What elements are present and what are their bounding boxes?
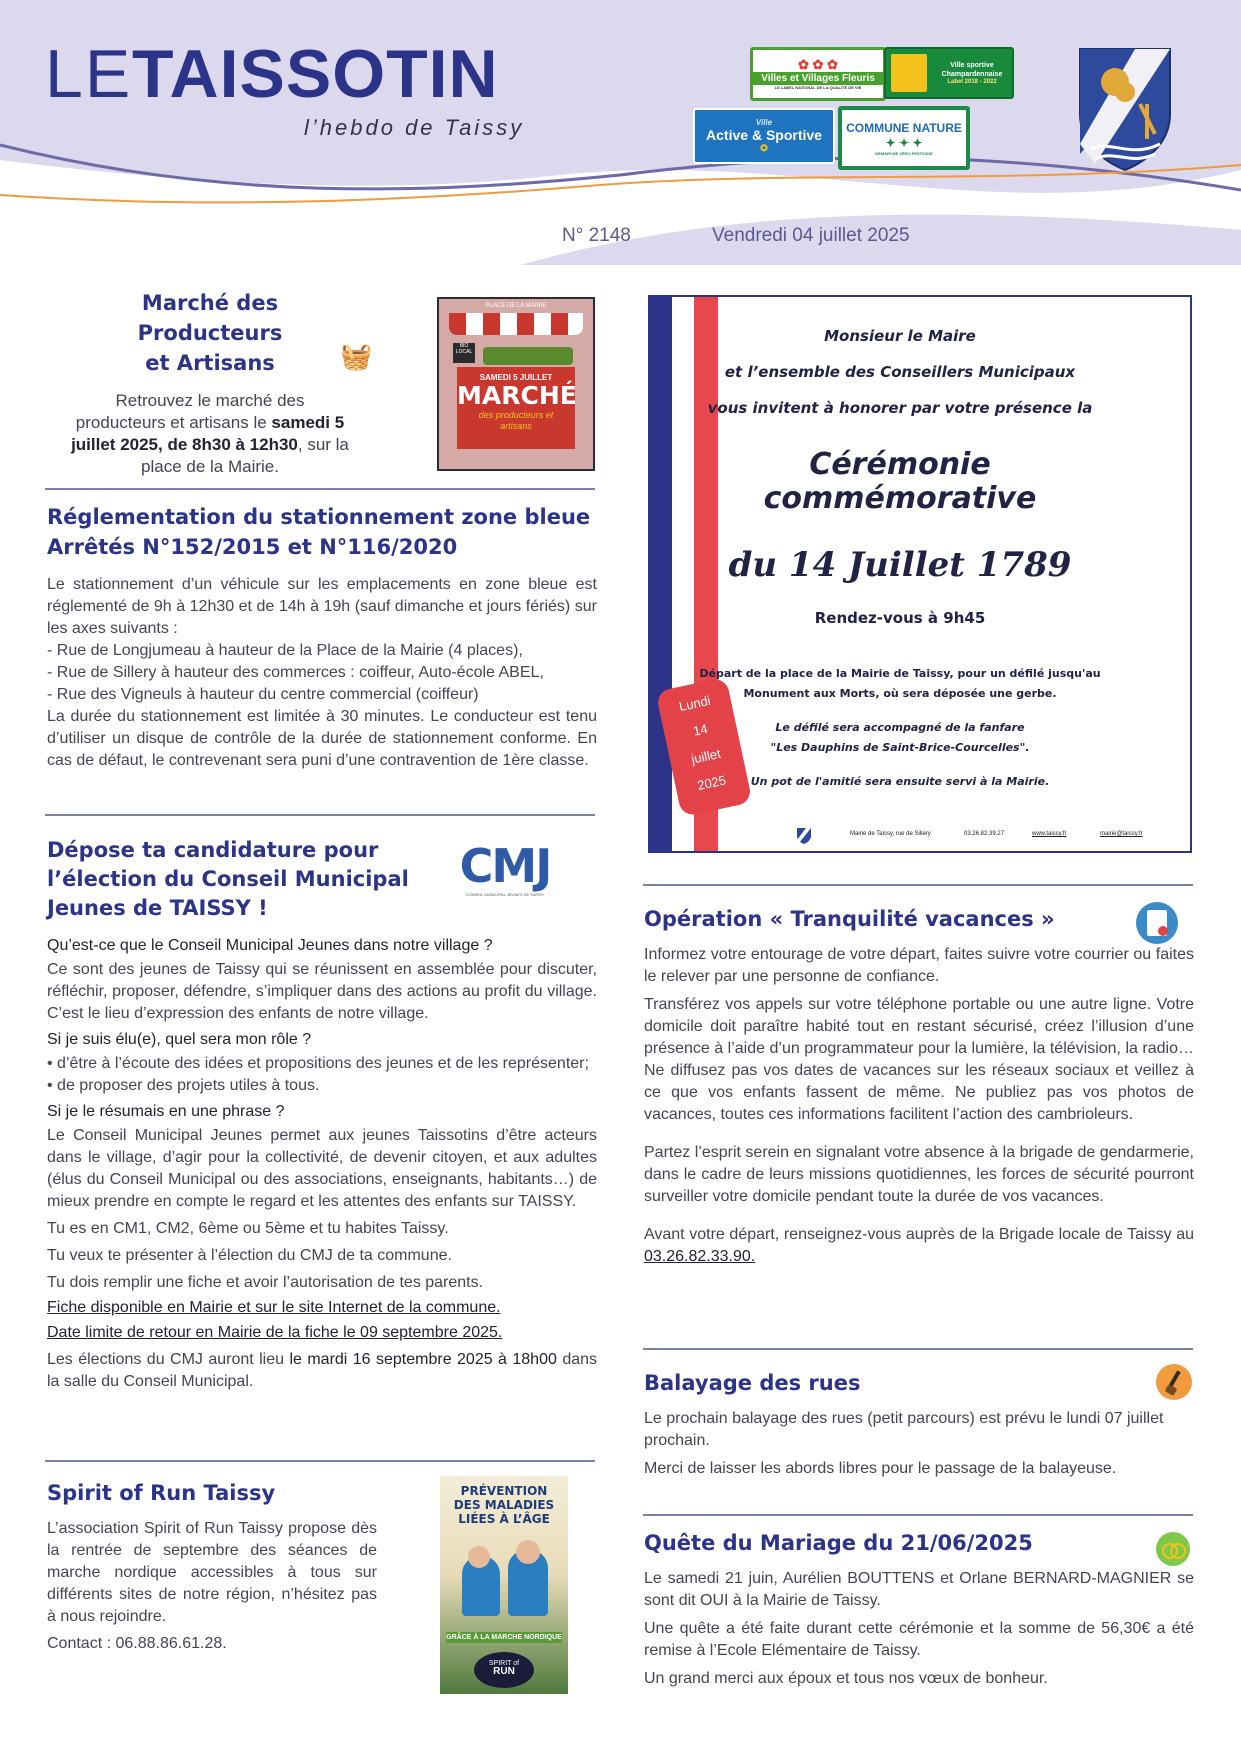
masthead-subtitle: l’hebdo de Taissy (304, 115, 525, 140)
ceremony-invitation: Monsieur le Maire et l’ensemble des Conseillers Municipaux vous invitent à honorer par votre présence la Cérémonie commémorative du 14 Juillet 1789 Rendez-vous à 9h45 Départ de la place de la Mairie de Taissy, pour un défilé jusqu'au Monument aux Morts, où sera déposée une gerbe. Le défilé sera accompagné de la fanfare "Les Dauphins de Saint-Brice-Courcelles". Un pot de l'amitié sera ensuite servi à la Mairie. Lundi 14 juillet 2025 Mairie de Taissy, rue de Sillery 03.26.82.39.27 www.taissy.fr mairie@taissy.fr (648, 295, 1192, 853)
masthead-title: TAISSOTIN (132, 36, 499, 112)
stationnement-title-line2: Arrêtés N°152/2015 et N°116/2020 (47, 535, 458, 559)
divider (643, 884, 1193, 886)
marche-title-line2: et Artisans (145, 351, 275, 375)
laurel-icon: ✪ (760, 143, 768, 153)
wedding-rings-icon (1156, 1532, 1190, 1566)
market-stall-graphic: SAMEDI 5 JUILLET MARCHÉ des producteurs et artisans (457, 367, 575, 449)
ville-sportive-badge: Ville sportive Champardennaise Label 2018 - 2022 (884, 47, 1014, 99)
marche-section (70, 288, 350, 478)
divider (45, 1460, 595, 1462)
date-tag: Lundi 14 juillet 2025 (655, 677, 752, 817)
spirit-section: Spirit of Run Taissy L’association Spirit of Run Taissy propose dès la rentrée de septembre des séances de marche nordique accessibles à tous sur différents sites de notre région, n’hésitez pas à nous rejoindre. Contact : 06.88.86.61.28. (47, 1481, 377, 1652)
flowers-icon: ✿ ✿ ✿ (798, 57, 838, 72)
tranquilite-section: Opération « Tranquilité vacances » Informez votre entourage de votre départ, faites suivre votre courrier ou faites le relever par une personne de confiance. Transférez vos appels sur votre téléphone portable ou une autre ligne. Votre domicile doit paraître habité tout en restant sécurisé, créez l’illusion d’une présence à l’aide d’un programmateur pour la lumière, la télévision, la radio… Ne diffusez pas vos dates de vacances sur les réseaux sociaux et veillez à ce que vos enfants fassent de même. Ne publiez pas vos photos de vacances, toutes ces informations facilitent l’action des cambrioleurs. Partez l’esprit serein en signalant votre absence à la brigade de gendarmerie, dans le cadre de leurs missions quotidiennes, les forces de sécurité pourront surveiller votre domicile pendant toute la durée de vos vacances. Avant votre départ, renseignez-vous auprès de la Brigade locale de Taissy au 03.26.82.33.90. (644, 907, 1194, 1265)
awning-graphic (449, 313, 583, 335)
commune-nature-badge: COMMUNE NATURE ✦ ✦ ✦ DÉMARCHE ZÉRO PESTICIDE (838, 106, 970, 170)
marche-poster: PLACE DE LA MAIRIE BIO LOCAL SAMEDI 5 JUILLET MARCHÉ des producteurs et artisans (437, 297, 595, 471)
certificate-icon (1136, 902, 1178, 944)
masthead-le: LE (45, 36, 133, 112)
marche-text: Retrouvez le marché des producteurs et artisans le samedi 5 juillet 2025, de 8h30 à 12h30, sur la place de la Mairie. (71, 391, 349, 476)
broom-icon (1156, 1364, 1192, 1400)
spirit-poster: PRÉVENTION DES MALADIES LIÉES À L’ÂGE GRÂCE À LA MARCHE NORDIQUE SPIRIT of RUN (440, 1476, 568, 1694)
sport-logo-icon (891, 54, 927, 92)
quete-section: Quête du Mariage du 21/06/2025 Le samedi 21 juin, Aurélien BOUTTENS et Orlane BERNARD-MAGNIER se sont dit OUI à la Mairie de Taissy. Une quête a été faite durant cette cérémonie et la somme de 56,30€ a été remise à l’Ecole Elémentaire de Taissy. Un grand merci aux époux et tous nos vœux de bonheur. (644, 1531, 1194, 1687)
coat-of-arms-logo (1075, 44, 1175, 174)
cmj-section: Dépose ta candidature pour l’élection du Conseil Municipal Jeunes de TAISSY ! Qu’est-ce que le Conseil Municipal Jeunes dans notre village ? Ce sont des jeunes de Taissy qui se réunissent en assemblée pour discuter, réfléchir, proposer, défendre, s’impliquer dans des actions au profit du village. C’est le lieu d’expression des enfants de notre village. Si je suis élu(e), quel sera mon rôle ? • d’être à l’écoute des idées et propositions des jeunes et de les représenter; • de proposer des projets utiles à tous. Si je le résumais en une phrase ? Le Conseil Municipal Jeunes permet aux jeunes Taissotins d’être acteurs dans le village, d’agir pour la collectivité, de devenir citoyen, et aux adultes (élus du Conseil Municipal ou des associations, enseignants, habitants…) de mieux prendre en compte le regard et les attentes des enfants sur TAISSY. Tu es en CM1, CM2, 6ème ou 5ème et tu habites Taissy. Tu veux te présenter à l’élection du CMJ de ta commune. Tu dois remplir une fiche et avoir l’autorisation de tes parents. Fiche disponible en Mairie et sur le site Internet de la commune. Date limite de retour en Mairie de la fiche le 09 septembre 2025. Les élections du CMJ auront lieu le mardi 16 septembre 2025 à 18h00 dans la salle du Conseil Municipal. (47, 838, 598, 1390)
dragonfly-icon: ✦ ✦ ✦ (885, 135, 923, 150)
footer-shield-icon (796, 827, 812, 845)
vegetables-graphic (483, 347, 573, 365)
divider (45, 488, 595, 490)
villes-fleuris-badge: ✿ ✿ ✿ Villes et Villages Fleuris LE LABEL NATIONAL DE LA QUALITÉ DE VIE (750, 47, 886, 101)
spirit-logo: SPIRIT of RUN (474, 1652, 534, 1688)
balayage-section: Balayage des rues Le prochain balayage des rues (petit parcours) est prévu le lundi 07 juillet prochain. Merci de laisser les abords libres pour le passage de la balayeuse. (644, 1371, 1164, 1477)
active-sportive-badge: Ville Active & Sportive ✪ (693, 108, 835, 164)
stationnement-title-line1: Réglementation du stationnement zone bleue (47, 505, 591, 529)
issue-date: Vendredi 04 juillet 2025 (712, 225, 910, 246)
basket-icon: 🧺 (340, 341, 373, 371)
cmj-logo: CMJ CONSEIL MUNICIPAL JEUNES DE TAISSY (459, 839, 551, 897)
issue-number: N° 2148 (562, 225, 631, 246)
stationnement-section: Réglementation du stationnement zone bleue Arrêtés N°152/2015 et N°116/2020 Le stationnement d’un véhicule sur les emplacements en zone bleue est réglementé de 9h à 12h30 et de 14h à 19h (sauf dimanche et jours fériés) sur les axes suivants : - Rue de Longjumeau à hauteur de la Place de la Mairie (4 places), - Rue de Sillery à hauteur des commerces : coiffeur, Auto-école ABEL, - Rue des Vigneuls à hauteur du centre commercial (coiffeur) La durée du stationnement est limitée à 30 minutes. Le conducteur est tenu d’utiliser un disque de contrôle de la durée de stationnement conforme. En cas de défaut, le contrevenant sera puni d’une contravention de 1ère classe. (47, 502, 597, 772)
walkers-graphic (454, 1546, 554, 1626)
divider (643, 1348, 1193, 1350)
marche-title-line1: Marché des Producteurs (137, 291, 283, 345)
divider (45, 814, 595, 816)
divider (643, 1514, 1193, 1516)
